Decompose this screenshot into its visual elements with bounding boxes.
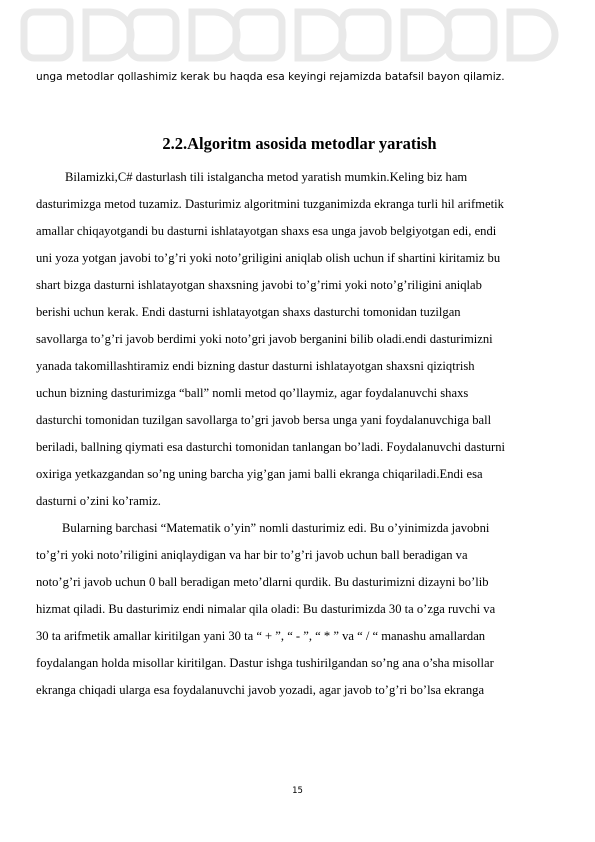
body-line: berishi uchun kerak. Endi dasturni ishlatayotgan shaxs dasturchi tomonidan tuzilgan (36, 305, 461, 319)
body-line: hizmat qiladi. Bu dasturimiz endi nimalar qila oladi: Bu dasturimizda 30 ta o’zga ruvchi va (36, 602, 496, 616)
body-line: 30 ta arifmetik amallar kiritilgan yani 30 ta “ + ”, “ - ”, “ * ” va “ / “ manashu amallardan (36, 629, 486, 643)
body-line: oxiriga yetkazgandan so’ng uning barcha yig’gan jami balli ekranga chiqariladi.Endi esa (36, 467, 483, 481)
body-line: foydalangan holda misollar kiritilgan. Dastur ishga tushirilgandan so’ng ana o’sha misollar (36, 656, 494, 670)
body-line: beriladi, ballning qiymati esa dasturchi tomonidan tanlangan bo’ladi. Foydalanuvchi dasturni (36, 440, 506, 454)
body-line: Bularning barchasi “Matematik o’yin” nomli dasturimiz edi. Bu o’yinimizda javobni (62, 521, 490, 535)
body-line: noto’g’ri javob uchun 0 ball beradigan meto’dlarni qurdik. Bu dasturimizni dizayni bo’lib (36, 575, 489, 589)
body-line: yanada takomillashtiramiz endi bizning dastur dasturni ishlatayotgan shaxsni qiziqtrish (36, 359, 475, 373)
intro-line: unga metodlar qollashimiz kerak bu haqda esa keyingi rejamizda batafsil bayon qilamiz. (36, 71, 505, 83)
body-line: Bilamizki,C# dasturlash tili istalgancha metod yaratish mumkin.Keling biz ham (65, 170, 468, 184)
body-line: ekranga chiqadi ularga esa foydalanuvchi javob yozadi, agar javob to’g’ri bo’lsa ekranga (36, 683, 485, 697)
page-number: 15 (292, 786, 303, 796)
body-line: amallar chiqayotgandi bu dasturni ishlatayotgan shaxs esa unga javob belgiyotgan edi, endi (36, 224, 497, 238)
body-line: shart bizga dasturni ishlatayotgan shaxsning javobi to’g’rimi yoki noto’g’riligini aniqlab (36, 278, 482, 292)
body-line: uchun bizning dasturimizga “ball” nomli metod qo’llaymiz, agar foydalanuvchi shaxs (36, 386, 469, 400)
body-line: dasturchi tomonidan tuzilgan savollarga to’gri javob bersa unga yani foydalanuvchiga ball (36, 413, 492, 427)
body-line: uni yoza yotgan javobi to’g’ri yoki noto’griligini aniqlab olish uchun if shartini kiritamiz bu (36, 251, 501, 265)
body-line: savollarga to’g’ri javob berdimi yoki noto’gri javob berganini bilib oladi.endi dasturimizni (36, 332, 493, 346)
body-line: dasturni o’zini ko’ramiz. (36, 494, 161, 508)
body-line: dasturimizga metod tuzamiz. Dasturimiz algoritmini tuzganimizda ekranga turli hil arifmetik (36, 197, 504, 211)
section-title: 2.2.Algoritm asosida metodlar yaratish (162, 134, 437, 153)
body-line: to’g’ri yoki noto’riligini aniqlaydigan va har bir to’g’ri javob uchun ball beradigan va (36, 548, 468, 562)
